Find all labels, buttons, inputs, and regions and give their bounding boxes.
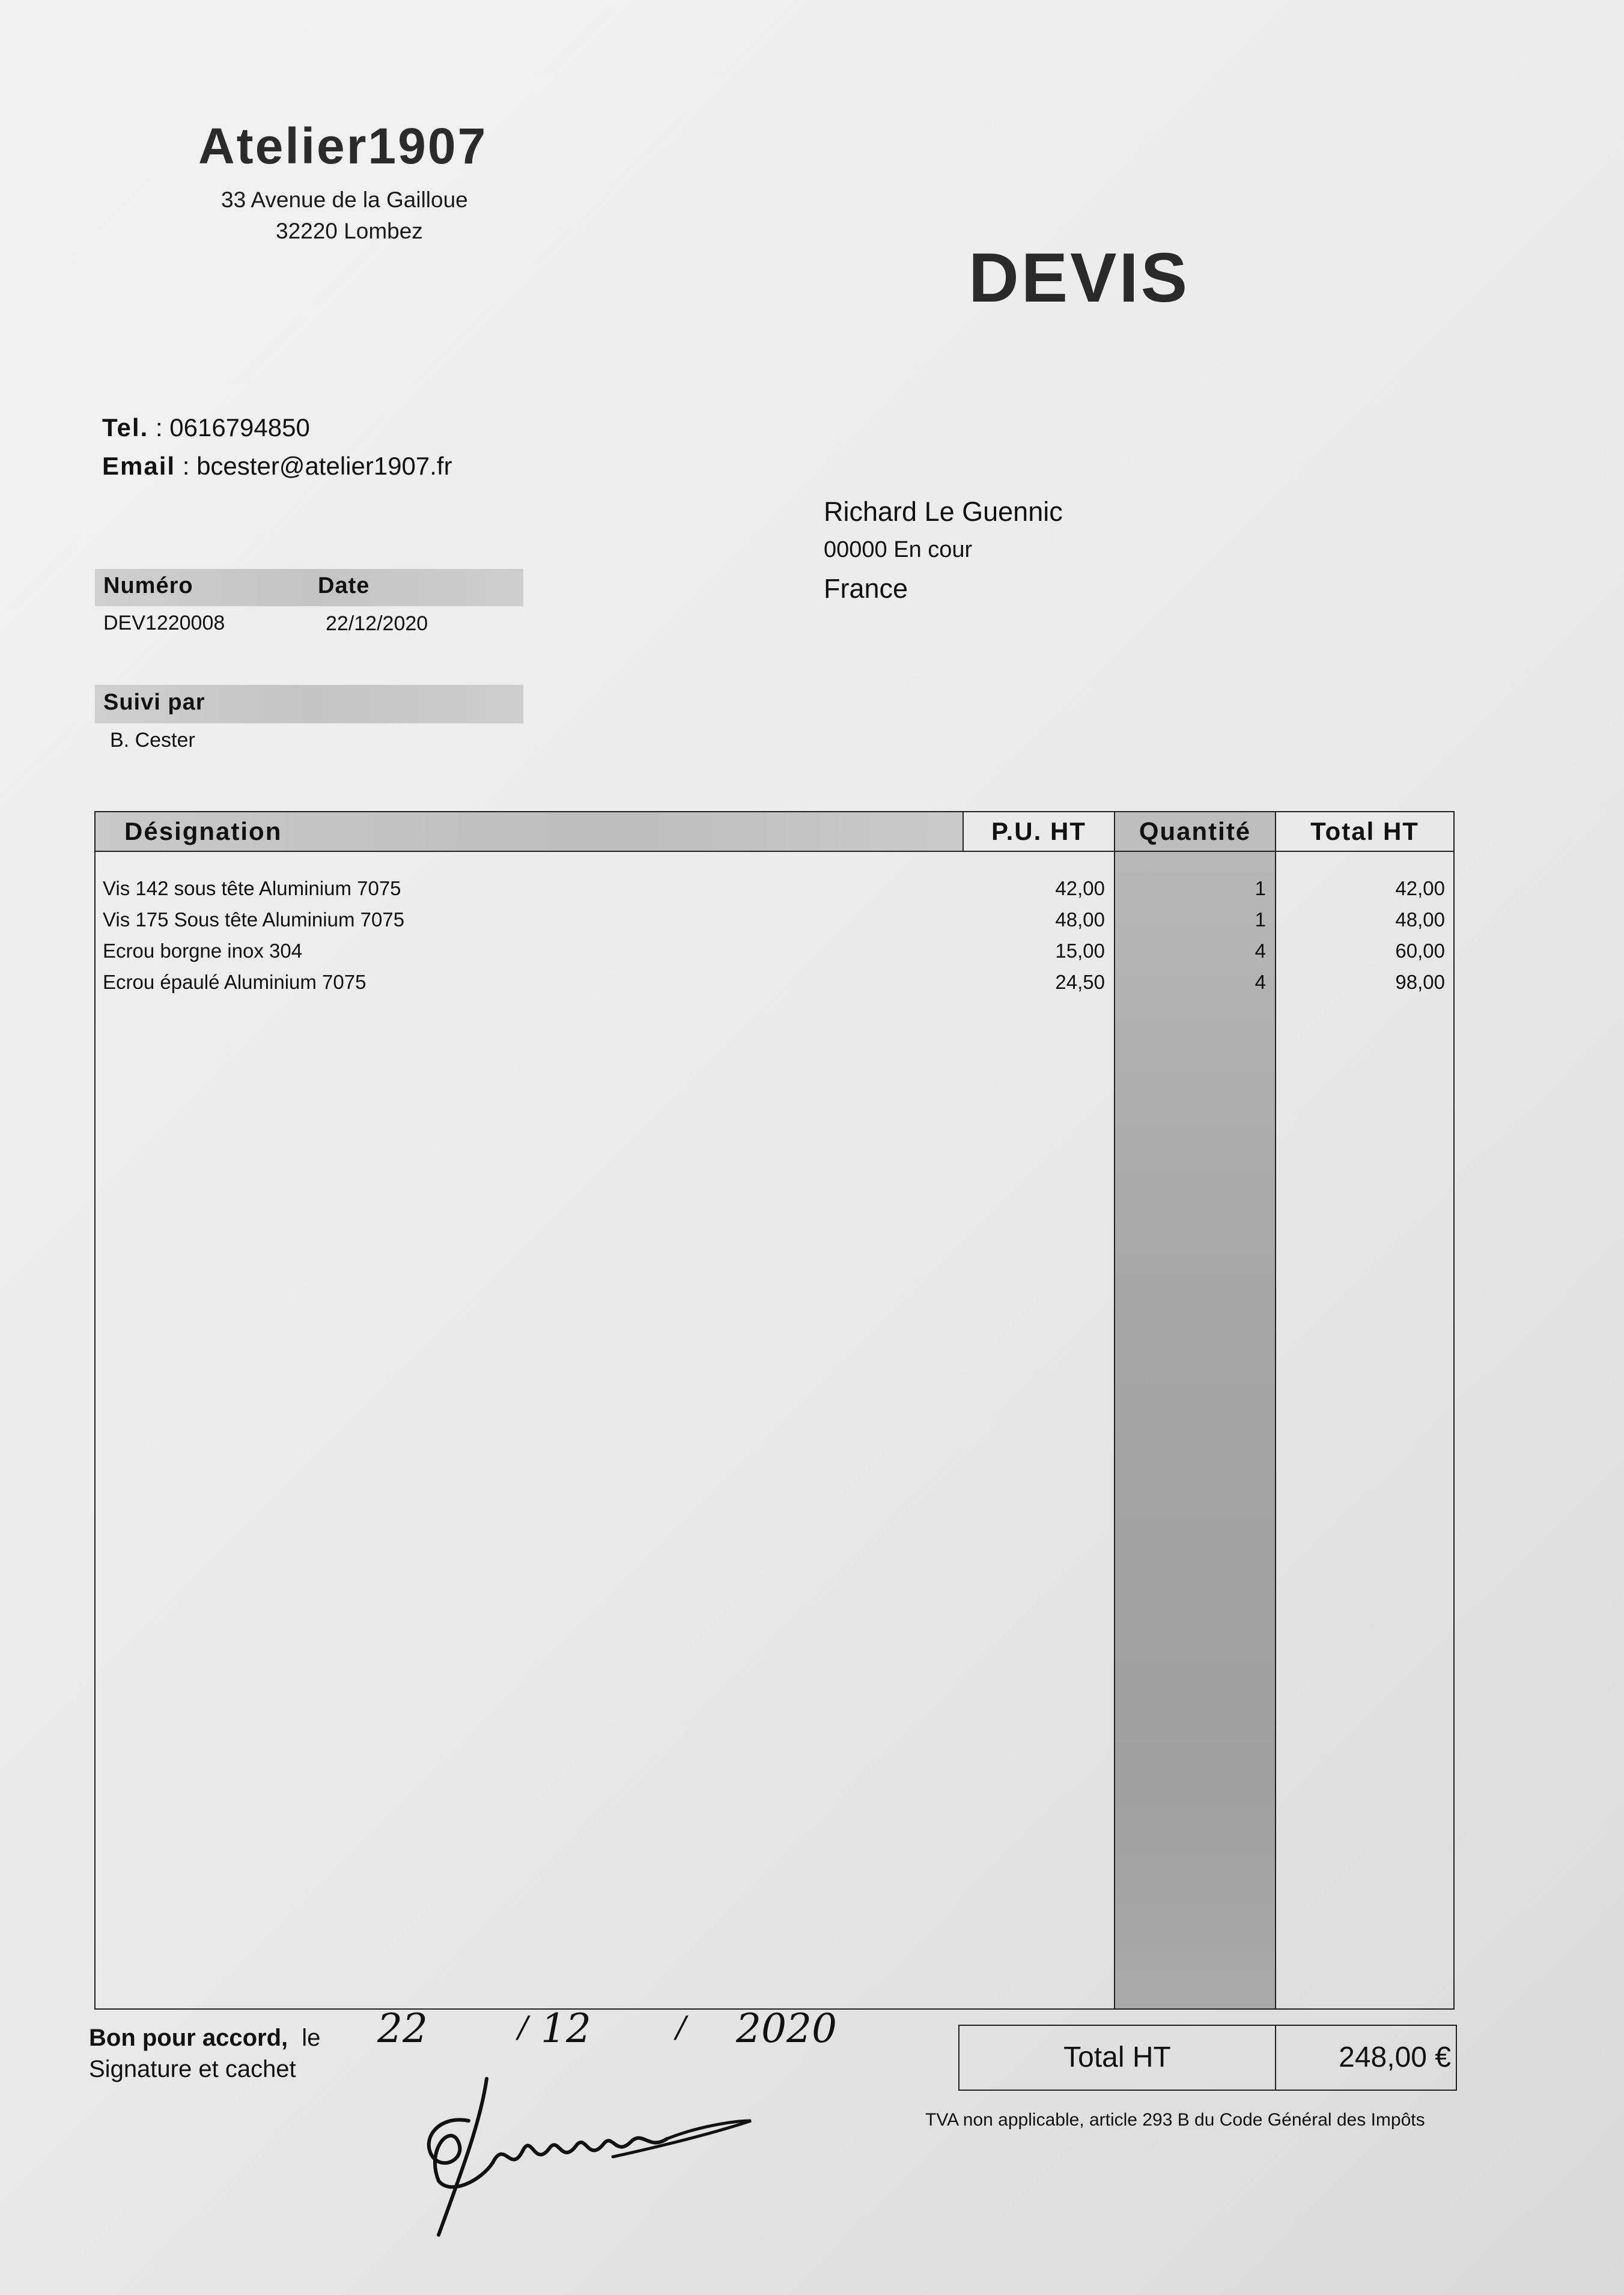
contact-email: [102, 452, 452, 481]
row-quantity: 1: [1254, 877, 1266, 899]
total-ht-label: Total HT: [1063, 2041, 1171, 2073]
header-designation: Désignation: [96, 812, 964, 851]
handwritten-year: 2020: [736, 2005, 837, 2052]
handwritten-day: 22: [377, 2005, 428, 2052]
row-unit-price: 48,00: [1055, 908, 1105, 931]
handwritten-slash-2: /: [676, 2010, 686, 2044]
row-total: 48,00: [1395, 908, 1445, 931]
company-name: Atelier1907: [198, 118, 488, 174]
row-quantity: 4: [1254, 971, 1266, 993]
document-title: DEVIS: [969, 239, 1190, 317]
email-value: : bcester@atelier1907.fr: [182, 452, 452, 480]
table-header: [96, 812, 1453, 852]
row-total: 98,00: [1395, 971, 1445, 993]
suivi-label: Suivi par: [103, 690, 205, 715]
bon-pour-accord-line: [89, 2025, 320, 2052]
row-total: 60,00: [1395, 940, 1445, 962]
email-label: Email: [102, 452, 176, 480]
le-label: le: [302, 2025, 321, 2051]
table-row: [96, 877, 1453, 908]
header-quantity: Quantité: [1114, 812, 1276, 851]
suivi-value: B. Cester: [110, 729, 195, 752]
row-quantity: 1: [1254, 908, 1266, 931]
table-row: [96, 908, 1453, 940]
numero-value: DEV1220008: [103, 612, 225, 634]
company-address-line2: 32220 Lombez: [276, 219, 423, 243]
items-table: [94, 811, 1455, 2010]
date-value: 22/12/2020: [326, 612, 428, 635]
table-row: [96, 940, 1453, 971]
bon-pour-accord-label: Bon pour accord,: [89, 2025, 288, 2051]
numero-label: Numéro: [103, 573, 193, 598]
client-name: Richard Le Guennic: [824, 496, 1063, 527]
handwritten-slash-1: /: [518, 2010, 528, 2044]
row-quantity: 4: [1254, 940, 1266, 962]
client-country: France: [824, 573, 908, 604]
row-unit-price: 15,00: [1055, 940, 1105, 962]
header-pu: P.U. HT: [991, 817, 1086, 845]
handwritten-signature: [415, 2067, 757, 2241]
tel-label: Tel.: [102, 413, 149, 442]
contact-tel: [102, 413, 310, 442]
row-designation: Vis 142 sous tête Aluminium 7075: [103, 877, 401, 899]
date-label: Date: [318, 573, 370, 598]
row-designation: Ecrou borgne inox 304: [103, 940, 303, 962]
row-designation: Ecrou épaulé Aluminium 7075: [103, 971, 366, 993]
row-unit-price: 24,50: [1055, 971, 1105, 993]
company-address-line1: 33 Avenue de la Gailloue: [221, 187, 468, 212]
signature-label: Signature et cachet: [89, 2056, 296, 2082]
handwritten-month: 12: [541, 2005, 591, 2052]
total-ht-value: 248,00 €: [1339, 2041, 1451, 2073]
row-total: 42,00: [1395, 877, 1445, 899]
row-designation: Vis 175 Sous tête Aluminium 7075: [103, 908, 405, 931]
total-ht-box: [958, 2025, 1457, 2091]
tva-note: TVA non applicable, article 293 B du Code Général des Impôts: [925, 2110, 1425, 2130]
row-unit-price: 42,00: [1055, 877, 1105, 899]
header-total: Total HT: [1310, 817, 1419, 845]
table-row: [96, 971, 1453, 1002]
client-address: 00000 En cour: [824, 537, 973, 562]
tel-value: : 0616794850: [155, 413, 310, 442]
